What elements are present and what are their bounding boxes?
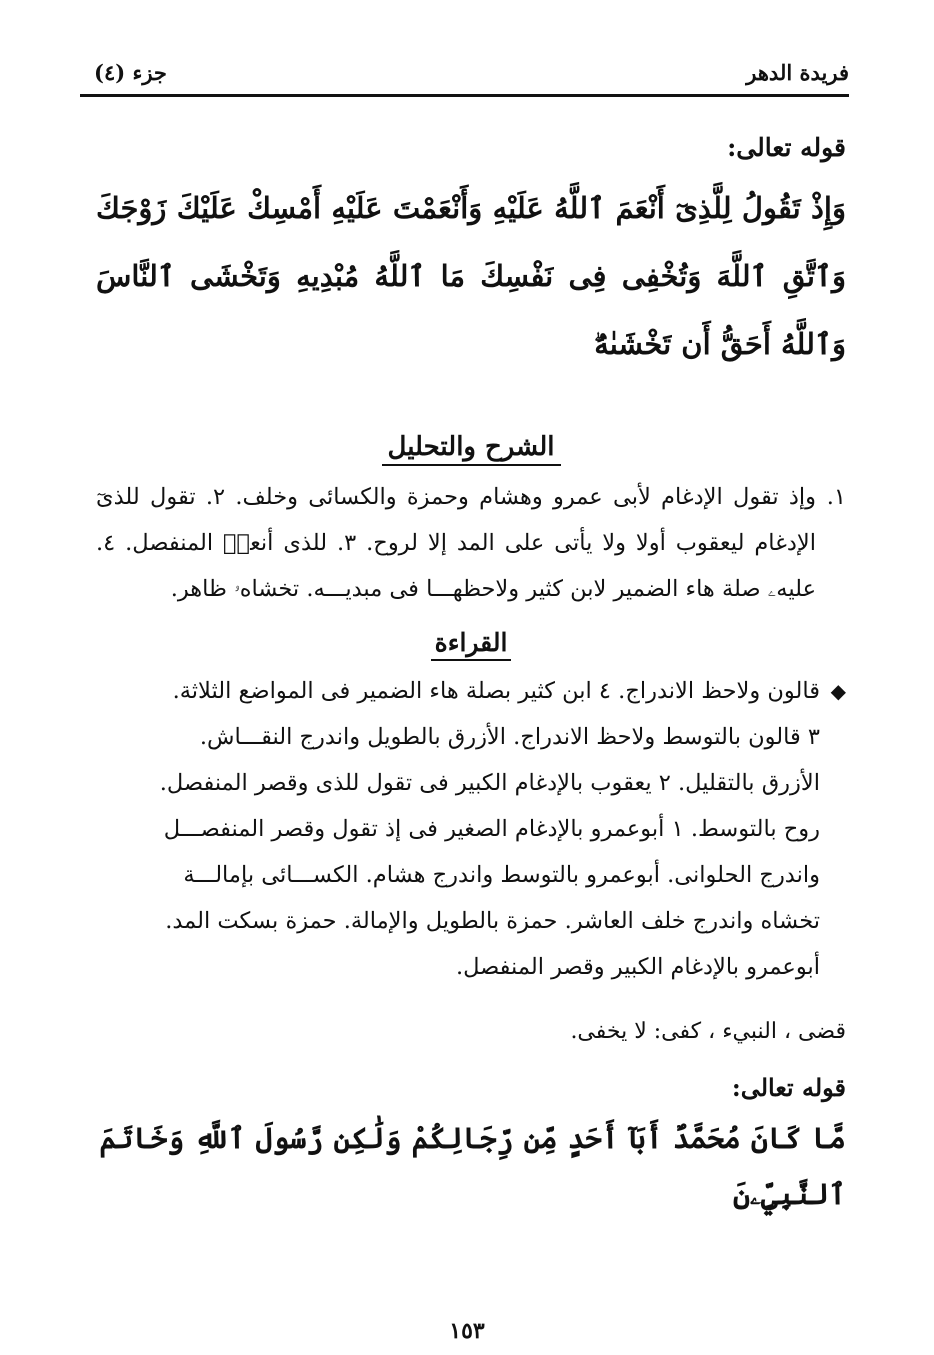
quran-verse: مَّا كَانَ مُحَمَّدٌ أَبَآ أَحَدٍ مِّن رِّجَالِكُمْ وَلَٰكِن رَّسُولَ ٱللَّهِ وَخَاتَمَ ٱلنَّبِيِّۦنَ: [99, 1121, 846, 1211]
section-title-text: الشرح والتحليل: [382, 432, 561, 466]
note-line: قضى ، النبيء ، كفى: لا يخفى.: [570, 1019, 846, 1044]
page-number: ١٥٣: [449, 1318, 485, 1344]
section-title-text: القراءة: [431, 628, 512, 661]
verse-text: وَإِذْ تَقُولُ لِلَّذِىٓ أَنْعَمَ ٱللَّهُ عَلَيْهِ وَأَنْعَمْتَ عَلَيْهِ أَمْسِكْ عَلَيْكَ زَوْجَكَ وَٱتَّقِ ٱللَّهَ وَتُخْفِى فِى نَفْسِكَ مَا ٱللَّهُ مُبْدِيهِ وَتَخْشَى ٱلنَّاسَ وَٱللَّهُ أَحَقُّ أَن تَخْشَىٰهُ: [96, 191, 846, 361]
verse-label: قوله تعالى:: [727, 133, 846, 162]
readings-line: روح بالتوسط. ١ أبوعمرو بالإدغام الصغير فى إذ تقول وقصر المنفصـــل: [163, 816, 820, 842]
readings-paragraph: [96, 668, 846, 990]
list-number: ١.: [826, 484, 846, 510]
explanation-paragraph: [96, 474, 846, 612]
verse-label: قوله تعالى:: [731, 1073, 846, 1102]
readings-line: تخشاه واندرج خلف العاشر. حمزة بالطويل والإمالة. حمزة بسكت المد.: [165, 908, 820, 934]
diamond-bullet-icon: ◆: [830, 679, 846, 703]
readings-line: الأزرق بالتقليل. ٢ يعقوب بالإدغام الكبير فى تقول للذى وقصر المنفصل.: [159, 770, 820, 796]
readings-line: أبوعمرو بالإدغام الكبير وقصر المنفصل.: [455, 954, 820, 980]
readings-line: ٣ قالون بالتوسط ولاحظ الاندراج. الأزرق بالطويل واندرج النقـــاش.: [199, 724, 820, 750]
explanation-text: وإذ تقول الإدغام لأبى عمرو وهشام وحمزة والكسائى وخلف. ٢. تقول للذىٓ الإدغام ليعقوب أولا ولا يأتى على المد إلا لروح. ٣. للذى أنعمۡ المنفصل. ٤. عليهۦ صلة هاء الضمير لابن كثير ولاحظهـــا فى مبديـــه. تخشاهۥ ظاهر.: [96, 484, 816, 602]
section-title-explanation: [96, 428, 846, 466]
readings-line: قالون ولاحظ الاندراج. ٤ ابن كثير بصلة هاء الضمير فى المواضع الثلاثة.: [172, 678, 820, 704]
book-title: فريدة الدهر: [746, 60, 849, 85]
section-title-readings: [96, 624, 846, 662]
part-number: جزء (٤): [94, 60, 167, 85]
quran-verse: [96, 174, 846, 380]
readings-line: واندرج الحلوانى. أبوعمرو بالتوسط واندرج هشام. الكســـائى بإمالـــة: [183, 862, 820, 888]
running-header: [80, 58, 849, 97]
page-content: [96, 130, 846, 1222]
